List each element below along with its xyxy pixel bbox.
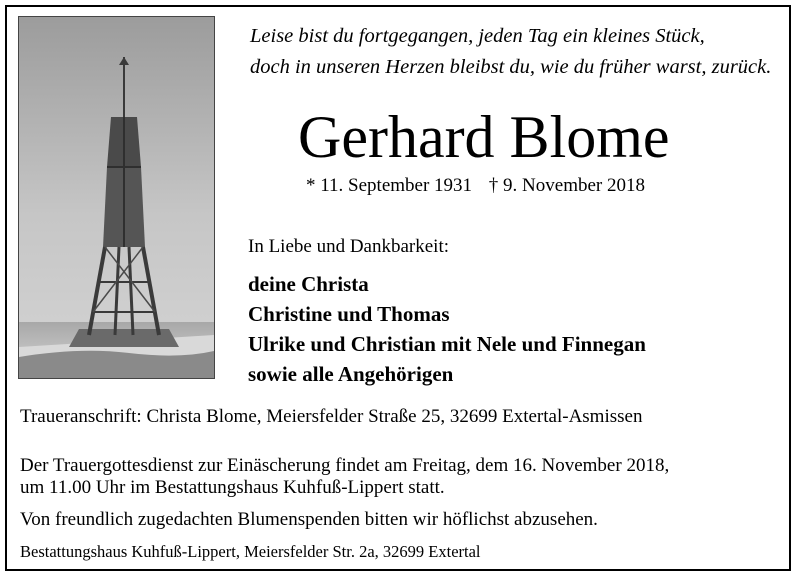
life-dates bbox=[306, 175, 645, 197]
mourning-address: Traueranschrift: Christa Blome, Meiersfelder Straße 25, 32699 Extertal-Asmissen bbox=[20, 406, 643, 427]
mourners-list bbox=[248, 269, 646, 389]
service-info-line-1: Der Trauergottesdienst zur Einäscherung findet am Freitag, dem 16. November 2018, bbox=[20, 455, 670, 476]
mourner-line: Christine und Thomas bbox=[248, 302, 450, 326]
death-date: † 9. November 2018 bbox=[488, 175, 645, 196]
mourner-line: sowie alle Angehörigen bbox=[248, 362, 454, 386]
birth-date: * 11. September 1931 bbox=[306, 175, 473, 196]
mourner-line: Ulrike und Christian mit Nele und Finnegan bbox=[248, 332, 646, 356]
flowers-note: Von freundlich zugedachten Blumenspenden bitten wir höflichst abzusehen. bbox=[20, 509, 598, 530]
mourner-line: deine Christa bbox=[248, 272, 369, 296]
gratitude-intro: In Liebe und Dankbarkeit: bbox=[248, 236, 450, 257]
verse-line-1: Leise bist du fortgegangen, jeden Tag ein kleines Stück, bbox=[250, 25, 705, 47]
service-info-line-2: um 11.00 Uhr im Bestattungshaus Kuhfuß-Lippert statt. bbox=[20, 477, 445, 498]
memorial-photo bbox=[18, 16, 215, 379]
funeral-home-info: Bestattungshaus Kuhfuß-Lippert, Meiersfelder Str. 2a, 32699 Extertal bbox=[20, 542, 481, 561]
deceased-name: Gerhard Blome bbox=[298, 104, 670, 170]
verse-line-2: doch in unseren Herzen bleibst du, wie du früher warst, zurück. bbox=[250, 56, 772, 78]
